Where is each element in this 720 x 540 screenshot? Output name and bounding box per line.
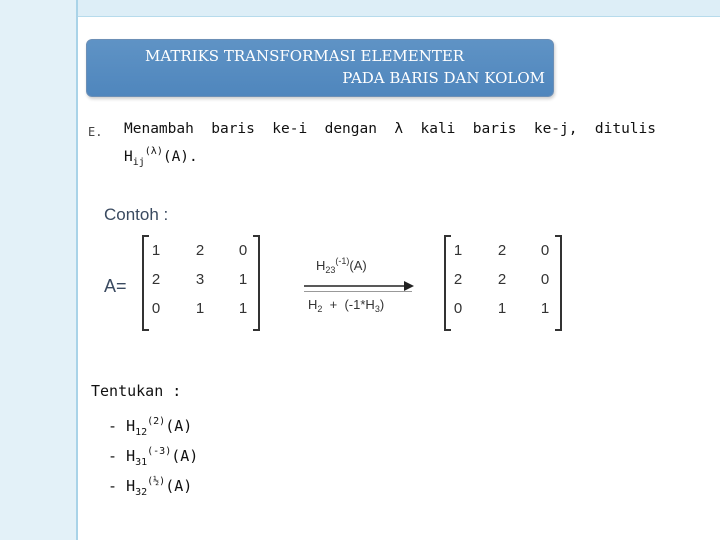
operation-divider (304, 291, 412, 292)
task-sub: 31 (135, 457, 148, 468)
task-dash: - (108, 417, 118, 435)
task-h: H (126, 477, 136, 495)
op-h2-sub: 2 (317, 304, 323, 314)
task-suffix: (A) (165, 417, 193, 435)
task-dash: - (108, 477, 118, 495)
task-suffix: (A) (171, 447, 199, 465)
op-close: ) (379, 297, 385, 312)
example-label: Contoh : (104, 205, 169, 224)
left-band (0, 0, 76, 540)
matrix-cell: 2 (195, 242, 205, 259)
matrix-cell: 1 (497, 300, 507, 317)
matrix-cell: 2 (497, 242, 507, 259)
matrix-label: A= (104, 276, 127, 296)
notation-suffix: (A). (162, 149, 198, 165)
matrix-cell: 1 (195, 300, 205, 317)
matrix-cell: 0 (540, 242, 550, 259)
item-letter: E. (88, 125, 103, 139)
rule-notation (124, 146, 198, 168)
matrix-cell: 0 (151, 300, 161, 317)
op-h3: H (365, 297, 375, 312)
tasks-heading: Tentukan : (91, 382, 182, 400)
matrix-cell: 1 (453, 242, 463, 259)
task-sub: 32 (135, 487, 148, 498)
matrix-cell: 2 (497, 271, 507, 288)
matrix-cell: 0 (238, 242, 248, 259)
notation-h: H (124, 149, 133, 165)
op-h3-sub: 3 (374, 304, 380, 314)
task-h: H (126, 447, 136, 465)
task-item (108, 476, 192, 498)
matrix-cell: 0 (540, 271, 550, 288)
title-line-2: PADA BARIS DAN KOLOM (342, 69, 545, 87)
task-h: H (126, 417, 136, 435)
op-suffix: (A) (349, 258, 367, 273)
matrix-cell: 1 (151, 242, 161, 259)
task-sub: 12 (135, 427, 148, 438)
task-dash: - (108, 447, 118, 465)
left-divider (76, 0, 78, 540)
op-h: H (316, 258, 326, 273)
op-h2: H (308, 297, 318, 312)
op-sup: (-1) (335, 256, 350, 266)
op-plus: + (329, 297, 338, 312)
task-sup: (-3) (147, 446, 172, 457)
op-coef: (-1* (344, 297, 366, 312)
rule-text: Menambah baris ke-i dengan λ kali baris ke-j, ditulis (124, 121, 656, 137)
matrix-cell: 3 (195, 271, 205, 288)
matrix-cell: 1 (238, 300, 248, 317)
matrix-a (142, 235, 260, 331)
matrix-cell: 2 (453, 271, 463, 288)
task-item (108, 446, 198, 468)
operation-top (316, 256, 367, 275)
op-sub: 23 (325, 265, 336, 275)
top-band (0, 0, 720, 16)
matrix-cell: 0 (453, 300, 463, 317)
matrix-cell: 1 (238, 271, 248, 288)
matrix-cell: 2 (151, 271, 161, 288)
notation-subscript: ij (132, 157, 145, 168)
task-item (108, 416, 192, 438)
matrix-result (444, 235, 562, 331)
operation-bottom (308, 297, 384, 314)
title-banner (86, 39, 554, 97)
task-sup: (½) (147, 476, 166, 487)
matrix-cell: 1 (540, 300, 550, 317)
right-bracket (555, 235, 562, 331)
right-bracket (253, 235, 260, 331)
top-divider (0, 16, 720, 17)
title-line-1: MATRIKS TRANSFORMASI ELEMENTER (145, 47, 465, 65)
notation-superscript: (λ) (144, 146, 163, 157)
task-sup: (2) (147, 416, 166, 427)
task-suffix: (A) (165, 477, 193, 495)
